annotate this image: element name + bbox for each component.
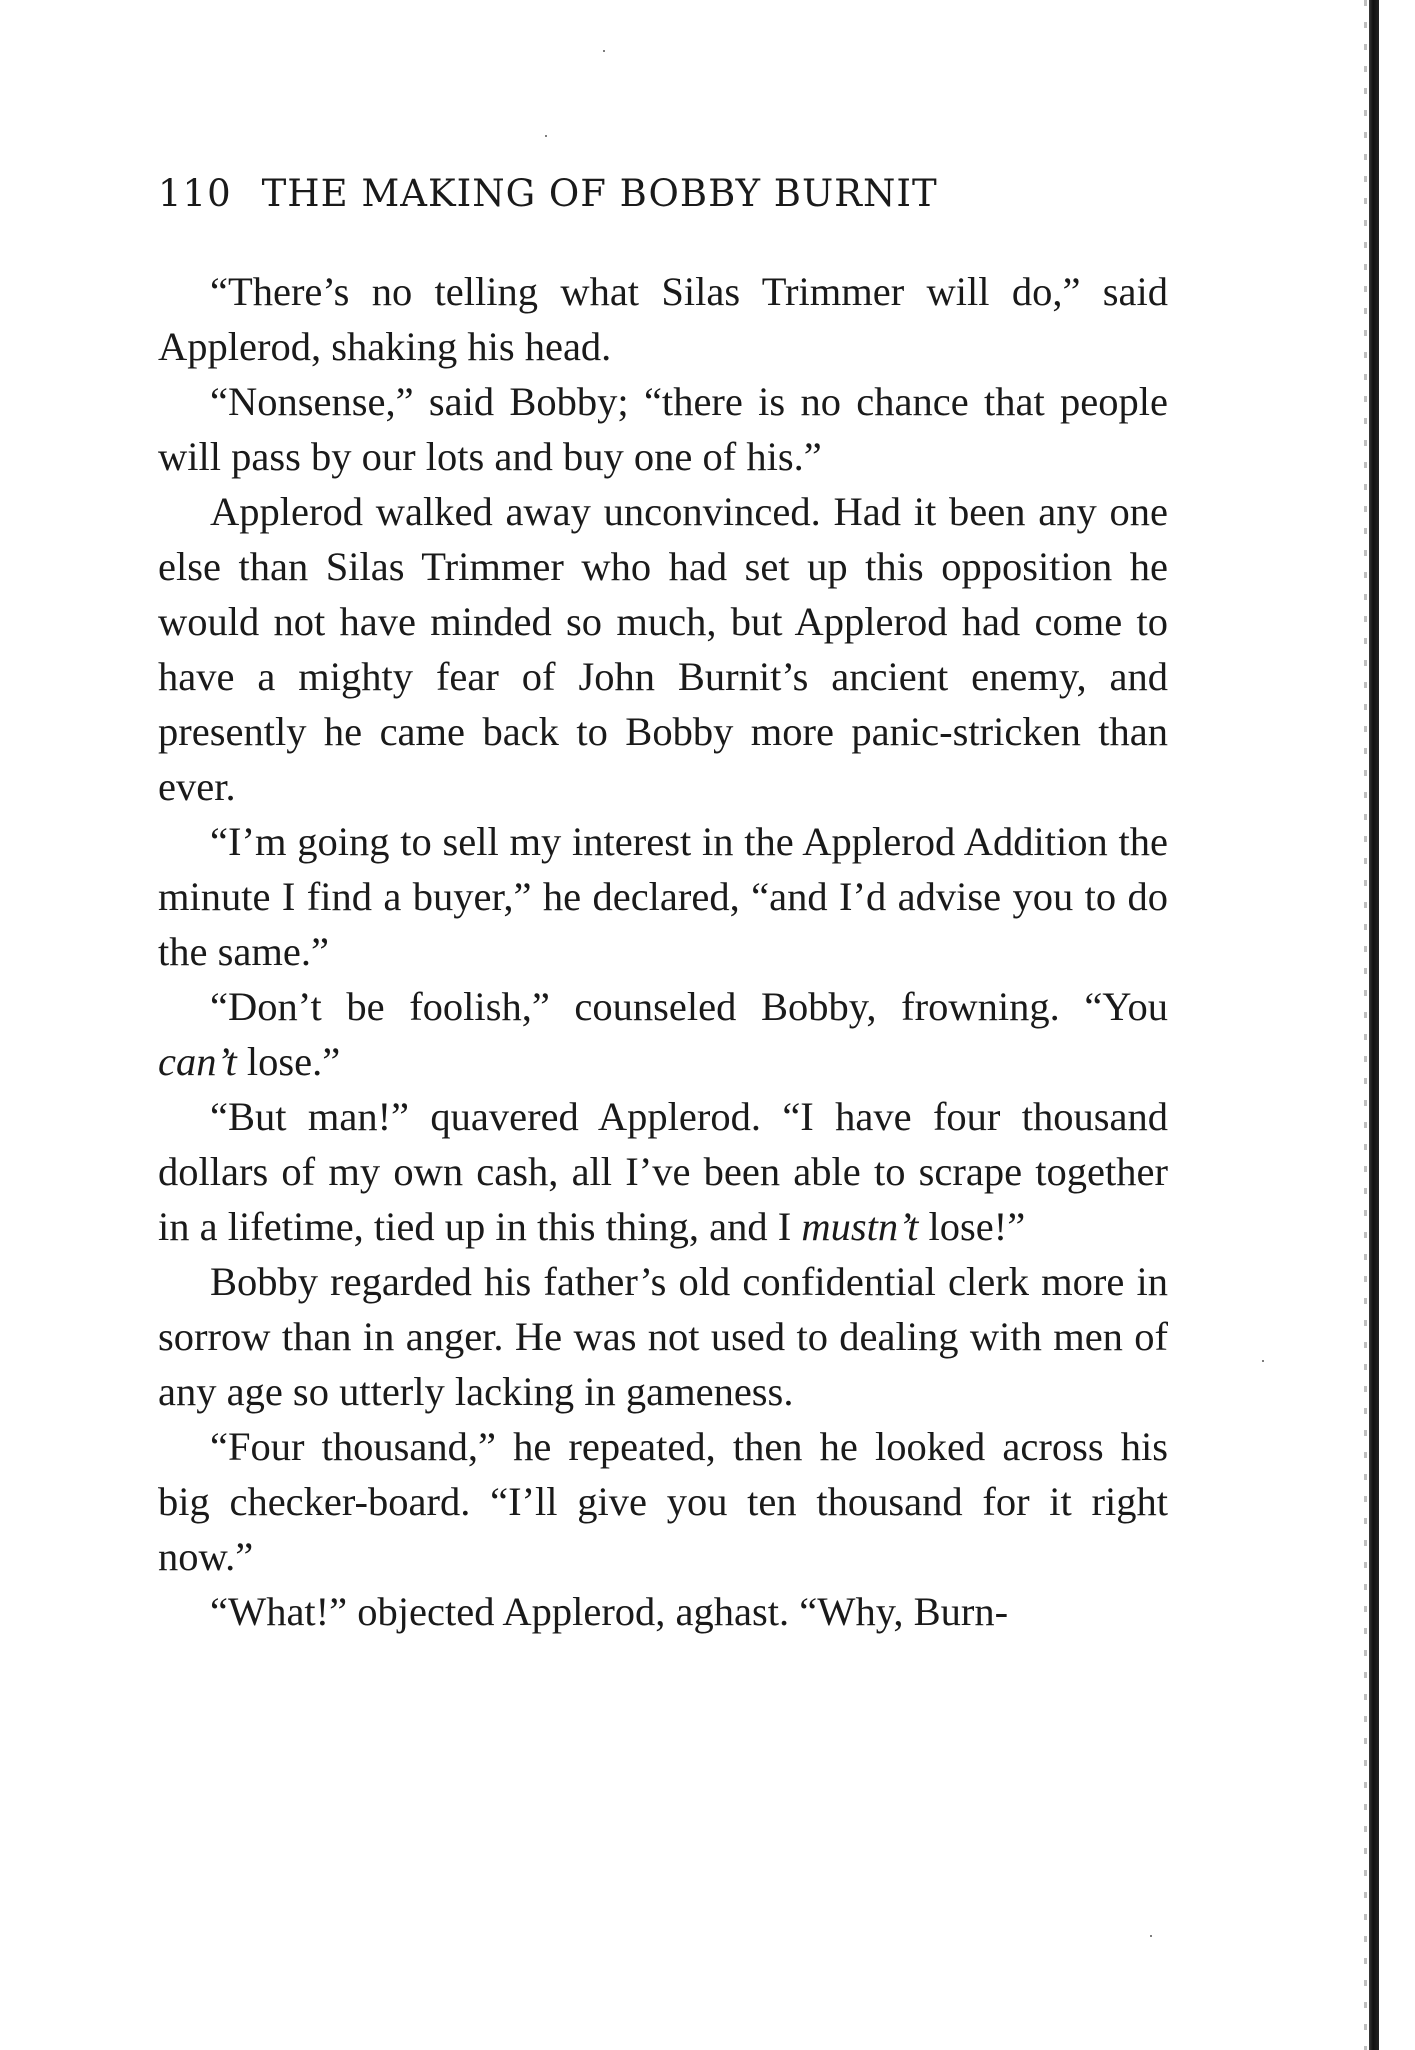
paragraph-text: “Nonsense,” said Bobby; “there is no chance that people will pass by our lots and buy one of his.” — [158, 379, 1168, 479]
paragraph — [158, 814, 1168, 979]
paragraph-text: lose!” — [918, 1204, 1026, 1249]
body-text — [158, 264, 1168, 1639]
page-binding-edge — [1369, 0, 1379, 2050]
italic-text: can’t — [158, 1039, 237, 1084]
book-title: THE MAKING OF BOBBY BURNIT — [261, 172, 938, 215]
paper-speck — [1150, 1935, 1152, 1937]
paragraph-text: Applerod walked away unconvinced. Had it been any one else than Silas Trimmer who had set up this opposition he would not have minded so much, but Applerod had come to have a mighty fear of John Burnit’s ancient enemy, and presently he came back to Bobby more panic-stricken than ever. — [158, 489, 1168, 809]
page-number: 110 — [158, 172, 232, 215]
paper-speck — [1262, 1360, 1264, 1362]
paragraph-text: “What!” objected Applerod, aghast. “Why, Burn- — [210, 1589, 1009, 1634]
paragraph — [158, 1089, 1168, 1254]
paragraph-text: “But man!” quavered Applerod. “I have four thousand dollars of my own cash, all I’ve been able to scrape together in a lifetime, tied up in this thing, and I — [158, 1094, 1168, 1249]
paragraph-text: lose.” — [236, 1039, 341, 1084]
paper-speck — [603, 50, 605, 52]
paragraph-text: “I’m going to sell my interest in the Applerod Addition the minute I find a buyer,” he declared, “and I’d advise you to do the same.” — [158, 819, 1168, 974]
paragraph — [158, 374, 1168, 484]
paragraph — [158, 1584, 1168, 1639]
page-binding-shadow — [1364, 0, 1367, 2050]
paragraph-text: “There’s no telling what Silas Trimmer will do,” said Applerod, shaking his head. — [158, 269, 1168, 369]
paper-speck — [545, 135, 547, 137]
paragraph-text: “Four thousand,” he repeated, then he looked across his big checker-board. “I’ll give you ten thousand for it right now.” — [158, 1424, 1168, 1579]
paragraph — [158, 979, 1168, 1089]
paragraph — [158, 264, 1168, 374]
paragraph-text: “Don’t be foolish,” counseled Bobby, frowning. “You — [210, 984, 1168, 1029]
italic-text: mustn’t — [801, 1204, 919, 1249]
paragraph — [158, 484, 1168, 814]
paragraph — [158, 1419, 1168, 1584]
paragraph — [158, 1254, 1168, 1419]
paragraph-text: Bobby regarded his father’s old confidential clerk more in sorrow than in anger. He was not used to dealing with men of any age so utterly lacking in gameness. — [158, 1259, 1168, 1414]
running-head — [158, 172, 1058, 216]
